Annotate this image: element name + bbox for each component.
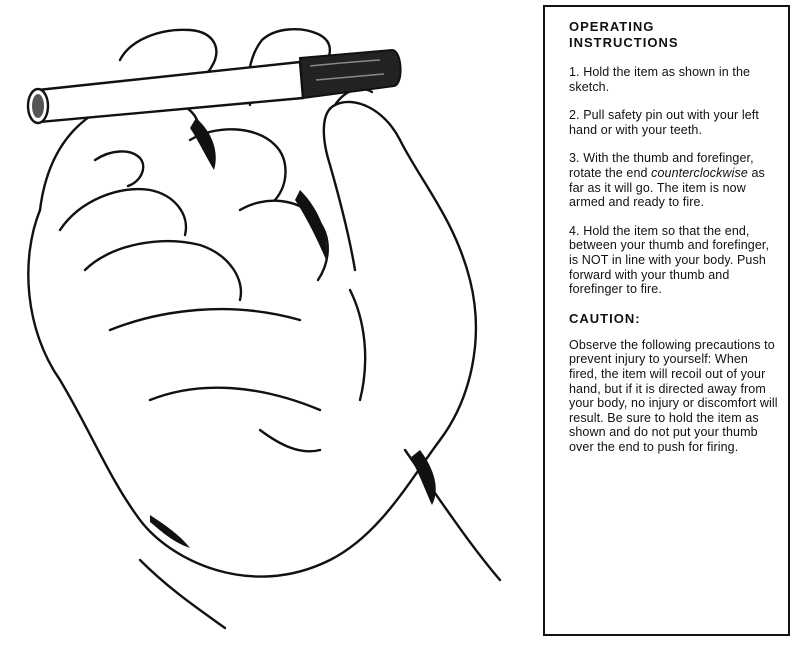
caution-text: Observe the following precautions to prevent injury to yourself: When fired, the item will recoil out of your hand, but if it is directed away from your body, no injury or discomfort will result. Be sure to hold the item as shown and do not put your thumb over the end to push for firing. <box>569 337 778 454</box>
step-3-text-after: as far as it will go. The item is now armed and ready to fire. <box>569 165 765 210</box>
step-3-text-before: 3. With the thumb and forefinger, rotate the end <box>569 151 754 180</box>
step-3 <box>569 151 778 209</box>
operating-instructions-panel <box>543 5 790 636</box>
step-4: 4. Hold the item so that the end, between your thumb and forefinger, is NOT in line with your body. Push forward with your thumb and forefinger to fire. <box>569 223 770 297</box>
step-2: 2. Pull safety pin out with your left hand or with your teeth. <box>569 108 759 137</box>
instructions-heading: OPERATING INSTRUCTIONS <box>569 19 679 50</box>
step-1: 1. Hold the item as shown in the sketch. <box>569 65 751 94</box>
caution-heading: CAUTION: <box>569 310 641 326</box>
step-3-emphasis: counterclockwise <box>651 165 748 180</box>
